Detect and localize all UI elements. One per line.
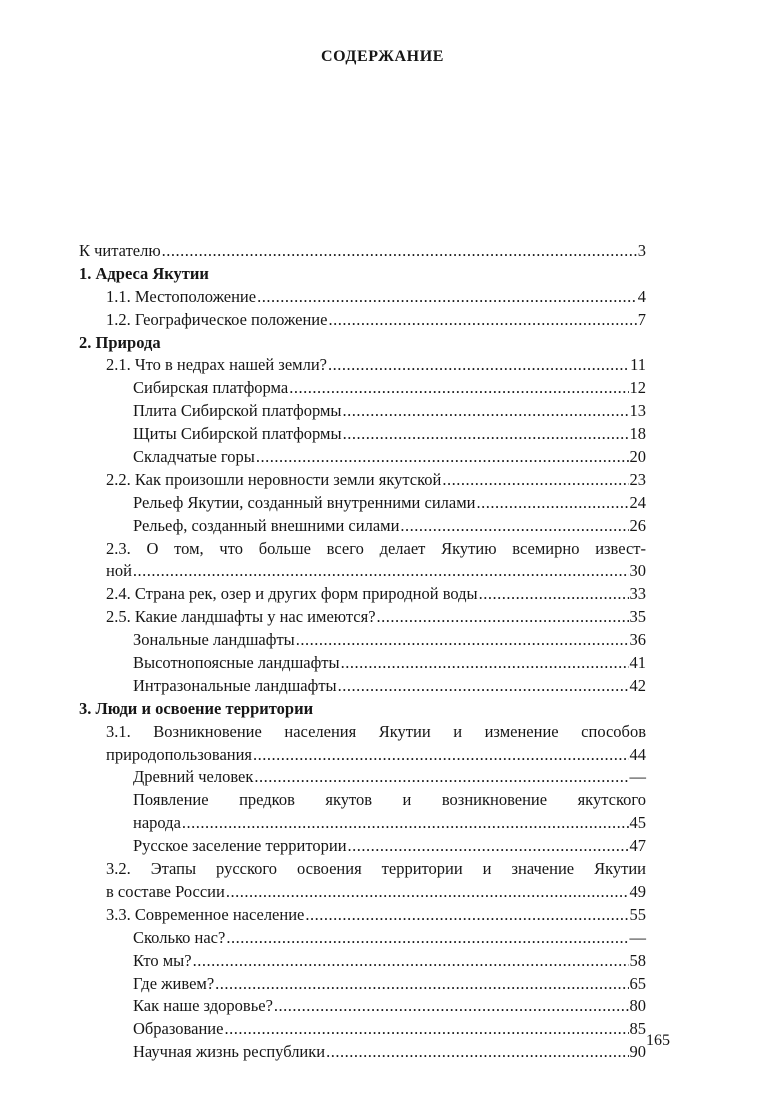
toc-entry [79, 286, 646, 309]
toc-entry [79, 1041, 646, 1064]
toc-page-number: — [629, 927, 646, 947]
dot-leader [224, 1018, 628, 1041]
toc-entry [79, 240, 646, 263]
dot-leader [442, 469, 628, 492]
dot-leader [377, 606, 629, 629]
toc-entry-title: Рельеф, созданный внешними силами [133, 515, 400, 535]
toc-entry [79, 354, 646, 377]
toc-entry-title: 2.5. Какие ландшафты у нас имеются? [106, 607, 376, 627]
toc-entry-title: Кто мы? [133, 950, 192, 970]
toc-page-number: 45 [629, 813, 646, 833]
toc-page-number: 42 [629, 675, 646, 695]
toc-entry-title: народа [133, 813, 181, 833]
toc-page-number: 58 [629, 950, 646, 970]
toc-page-number: 36 [629, 630, 646, 650]
dot-leader [400, 515, 628, 538]
toc-section-title: 2. Природа [79, 332, 161, 352]
toc-page-number: 85 [629, 1019, 646, 1039]
toc-entry-title: К читателю [79, 241, 161, 260]
toc-section-heading [79, 698, 646, 721]
toc-entry-title: 3.2. Этапы русского освоения территории и значение Якутии [106, 859, 646, 879]
dot-leader [476, 492, 628, 515]
toc-page-number: 90 [629, 1042, 646, 1062]
toc-entry-line [79, 858, 646, 881]
toc-entry [79, 1018, 646, 1041]
toc-entry [79, 744, 646, 767]
toc-page-number: 23 [629, 469, 646, 489]
toc-entry-title: 3.3. Современное население [106, 904, 305, 924]
dot-leader [343, 400, 629, 423]
dot-leader [133, 560, 629, 583]
toc-page-number: 12 [629, 378, 646, 398]
dot-leader [162, 240, 637, 263]
toc-page-number: 80 [629, 996, 646, 1016]
toc-entry-line [79, 538, 646, 561]
toc-entry [79, 904, 646, 927]
toc-entry-title: Древний человек [133, 767, 254, 787]
toc-entry-title: Щиты Сибирской платформы [133, 424, 342, 444]
toc-entry [79, 400, 646, 423]
dot-leader [328, 309, 636, 332]
toc-entry-title: Высотнопоясные ландшафты [133, 653, 340, 673]
toc-page-number: 20 [629, 447, 646, 467]
dot-leader [343, 423, 629, 446]
toc-page-number: 7 [637, 309, 646, 329]
dot-leader [182, 812, 629, 835]
toc-entry-title: 2.2. Как произошли неровности земли якутской [106, 469, 442, 489]
toc-page-number: 49 [629, 881, 646, 901]
toc-entry-title: Сибирская платформа [133, 378, 289, 398]
toc-page-number: 65 [629, 973, 646, 993]
toc-entry-title: ной [106, 561, 132, 581]
toc-entry-line [79, 721, 646, 744]
toc-entry-title: Где живем? [133, 973, 215, 993]
toc-page-number: 44 [629, 744, 646, 764]
table-of-contents [79, 240, 646, 1064]
toc-entry [79, 515, 646, 538]
toc-entry-title: 1.1. Местоположение [106, 286, 257, 306]
toc-page-number: 11 [630, 355, 646, 375]
dot-leader [296, 629, 629, 652]
toc-entry-line [79, 789, 646, 812]
toc-entry [79, 377, 646, 400]
dot-leader [328, 354, 629, 377]
toc-page-number: 47 [629, 836, 646, 856]
dot-leader [253, 744, 628, 767]
toc-entry [79, 675, 646, 698]
toc-entry [79, 492, 646, 515]
toc-entry [79, 927, 646, 950]
toc-entry [79, 995, 646, 1018]
toc-entry-title: в составе России [106, 881, 225, 901]
dot-leader [305, 904, 628, 927]
toc-entry-title: Складчатые горы [133, 447, 255, 467]
toc-entry [79, 835, 646, 858]
toc-entry [79, 560, 646, 583]
toc-entry [79, 629, 646, 652]
page-title: СОДЕРЖАНИЕ [320, 48, 445, 65]
dot-leader [193, 950, 629, 973]
toc-page-number: 3 [637, 241, 646, 260]
toc-entry [79, 881, 646, 904]
toc-entry-title: Плита Сибирской платформы [133, 401, 342, 421]
toc-entry-title: 3.1. Возникновение населения Якутии и изменение способов [106, 721, 646, 741]
toc-entry [79, 766, 646, 789]
toc-page-number: 18 [629, 424, 646, 444]
toc-entry [79, 606, 646, 629]
toc-page-number: — [629, 767, 646, 787]
toc-entry-title: Научная жизнь республики [133, 1042, 326, 1062]
toc-entry-title: Сколько нас? [133, 927, 226, 947]
toc-entry-title: Появление предков якутов и возникновение якутского [133, 790, 646, 810]
dot-leader [256, 446, 629, 469]
toc-entry-title: 2.3. О том, что больше всего делает Якутию всемирно извест- [106, 538, 646, 558]
toc-entry-title: природопользования [106, 744, 253, 764]
toc-entry-title: 1.2. Географическое положение [106, 309, 328, 329]
toc-entry-title: Как наше здоровье? [133, 996, 273, 1016]
dot-leader [254, 766, 628, 789]
toc-page-number: 41 [629, 653, 646, 673]
toc-entry [79, 583, 646, 606]
toc-entry-title: Рельеф Якутии, созданный внутренними силами [133, 492, 476, 512]
dot-leader [226, 927, 628, 950]
dot-leader [326, 1041, 628, 1064]
toc-entry-title: Русское заселение территории [133, 836, 347, 856]
dot-leader [289, 377, 628, 400]
dot-leader [226, 881, 629, 904]
toc-page-number: 33 [629, 584, 646, 604]
dot-leader [348, 835, 629, 858]
toc-page-number: 4 [637, 286, 646, 306]
toc-entry-title: 2.4. Страна рек, озер и других форм природной воды [106, 584, 478, 604]
dot-leader [338, 675, 629, 698]
toc-entry [79, 309, 646, 332]
toc-page-number: 26 [629, 515, 646, 535]
toc-entry [79, 973, 646, 996]
dot-leader [257, 286, 637, 309]
toc-entry-title: Зональные ландшафты [133, 630, 295, 650]
dot-leader [274, 995, 629, 1018]
toc-entry [79, 446, 646, 469]
toc-entry [79, 812, 646, 835]
toc-entry-title: 2.1. Что в недрах нашей земли? [106, 355, 327, 375]
toc-page-number: 30 [629, 561, 646, 581]
toc-entry [79, 423, 646, 446]
toc-entry-title: Интразональные ландшафты [133, 675, 337, 695]
page-number: 165 [646, 1032, 670, 1049]
toc-entry [79, 652, 646, 675]
toc-page-number: 35 [629, 607, 646, 627]
dot-leader [215, 973, 628, 996]
toc-page-number: 24 [629, 492, 646, 512]
toc-section-title: 1. Адреса Якутии [79, 263, 209, 283]
dot-leader [341, 652, 629, 675]
toc-section-title: 3. Люди и освоение территории [79, 698, 314, 718]
toc-entry [79, 469, 646, 492]
toc-section-heading [79, 263, 646, 286]
dot-leader [479, 583, 629, 606]
toc-entry-title: Образование [133, 1019, 224, 1039]
toc-page-number: 13 [629, 401, 646, 421]
toc-section-heading [79, 332, 646, 355]
toc-entry [79, 950, 646, 973]
toc-page-number: 55 [629, 904, 646, 924]
